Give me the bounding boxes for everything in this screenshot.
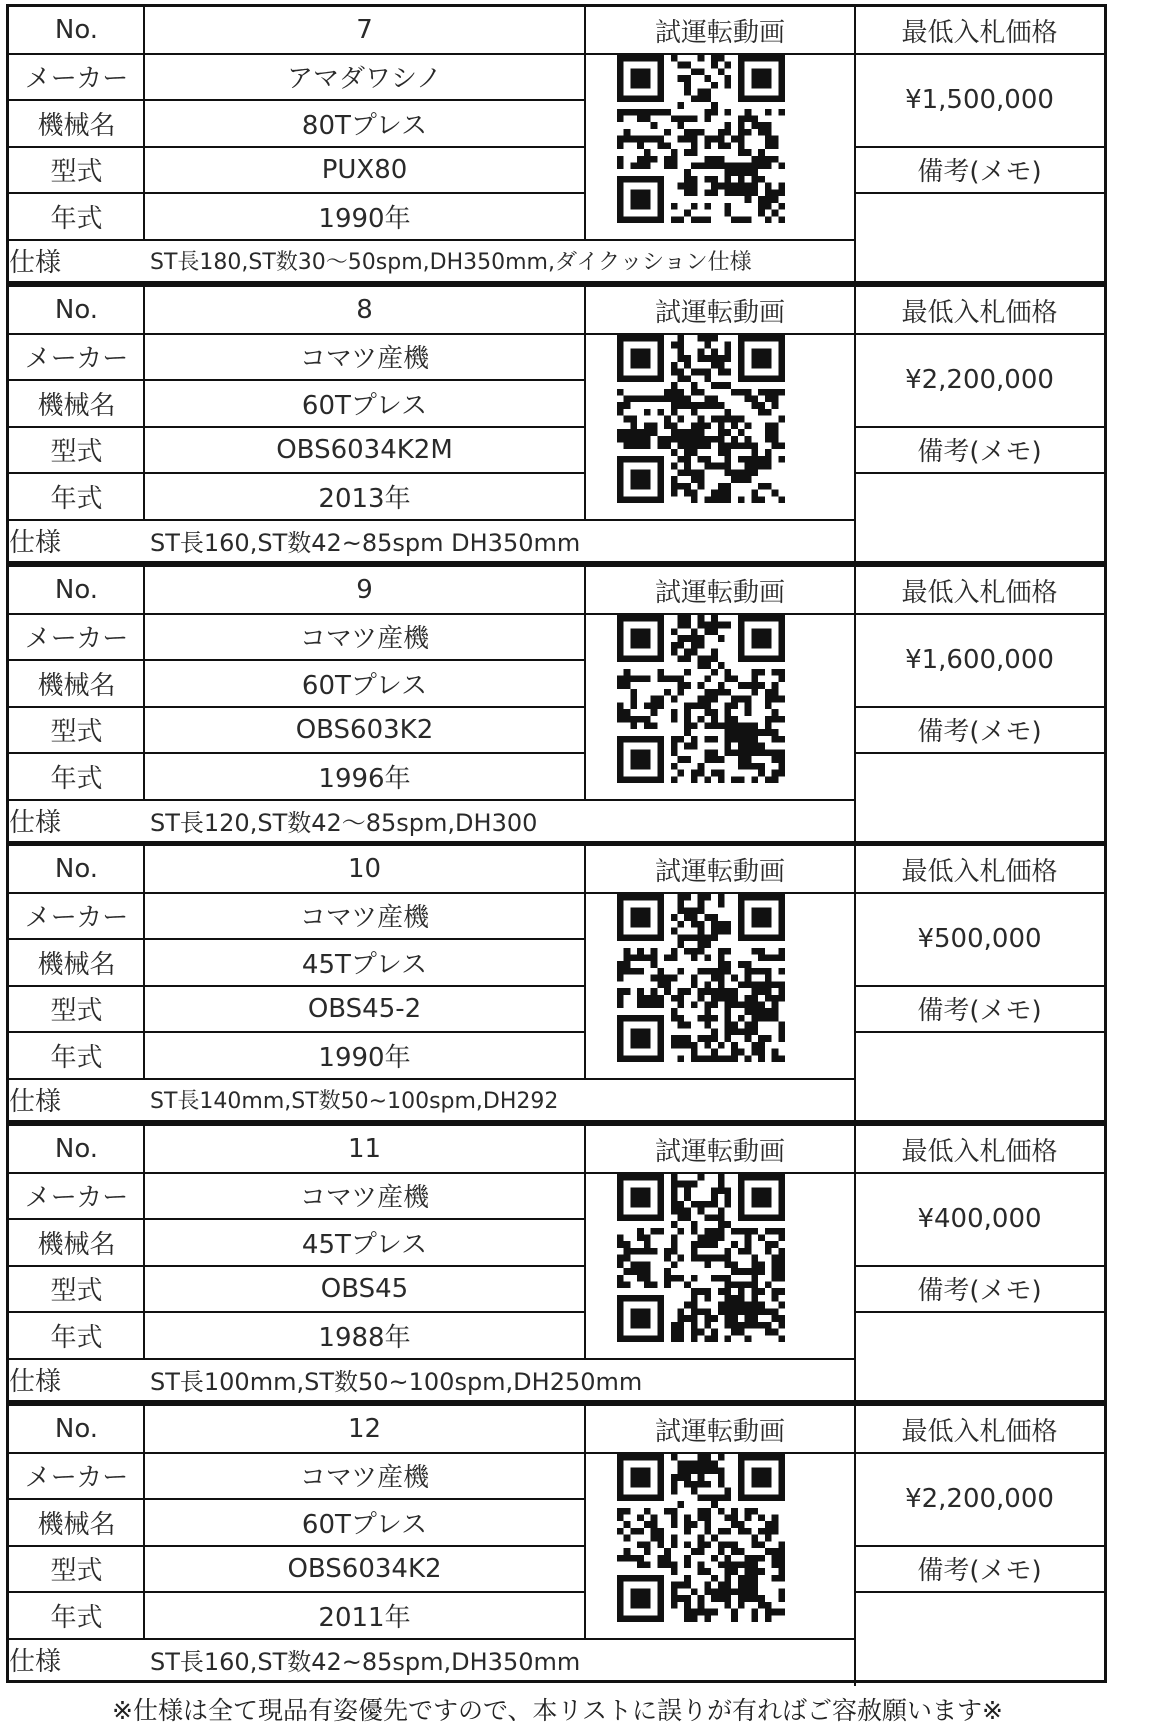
- value-spec: ST長140mm,ST数50~100spm,DH292: [150, 1088, 559, 1114]
- label-no: No.: [54, 1414, 99, 1445]
- min-price-header: 最低入札価格: [901, 856, 1058, 887]
- min-price-header: 最低入札価格: [901, 577, 1058, 608]
- label-spec: 仕様: [9, 1366, 62, 1397]
- min-price-value: ¥1,500,000: [905, 85, 1054, 115]
- item-block: [6, 843, 1107, 1123]
- label-machine: 機械名: [37, 670, 116, 701]
- label-year: 年式: [50, 1042, 103, 1073]
- label-year: 年式: [50, 763, 103, 794]
- label-maker: メーカー: [24, 64, 129, 95]
- label-year: 年式: [50, 203, 103, 234]
- label-year: 年式: [50, 483, 103, 514]
- label-no: No.: [54, 575, 99, 606]
- min-price-value: ¥2,200,000: [905, 1484, 1054, 1514]
- value-machine: 45Tプレス: [301, 1229, 428, 1260]
- value-maker: コマツ産機: [299, 903, 430, 934]
- label-machine: 機械名: [37, 1509, 116, 1540]
- value-model: OBS45-2: [307, 993, 422, 1024]
- min-price-header: 最低入札価格: [901, 1136, 1058, 1167]
- label-model: 型式: [50, 157, 103, 188]
- qr-code-icon[interactable]: [617, 894, 785, 1062]
- value-maker: コマツ産機: [299, 1463, 430, 1494]
- label-maker: メーカー: [24, 624, 129, 655]
- label-machine: 機械名: [37, 949, 116, 980]
- value-year: 1990年: [318, 203, 411, 234]
- memo-label: 備考(メモ): [917, 717, 1042, 748]
- label-machine: 機械名: [37, 390, 116, 421]
- video-header: 試運転動画: [654, 297, 785, 328]
- value-model: OBS6034K2: [287, 1553, 442, 1584]
- label-spec: 仕様: [9, 527, 62, 558]
- value-machine: 60Tプレス: [301, 390, 428, 421]
- video-header: 試運転動画: [654, 577, 785, 608]
- label-no: No.: [54, 854, 99, 885]
- memo-label: 備考(メモ): [917, 157, 1042, 188]
- value-machine: 60Tプレス: [301, 1509, 428, 1540]
- video-header: 試運転動画: [654, 856, 785, 887]
- item-block: [6, 4, 1107, 284]
- label-spec: 仕様: [9, 1086, 62, 1117]
- label-maker: メーカー: [24, 1183, 129, 1214]
- label-spec: 仕様: [9, 1646, 62, 1677]
- value-year: 2011年: [318, 1602, 411, 1633]
- label-model: 型式: [50, 996, 103, 1027]
- footnote: ※仕様は全て現品有姿優先ですので、本リストに誤りが有ればご容赦願います※: [112, 1696, 1003, 1725]
- min-price-value: ¥2,200,000: [905, 365, 1054, 395]
- item-block: [6, 1123, 1107, 1403]
- value-no: 10: [347, 854, 382, 885]
- label-year: 年式: [50, 1322, 103, 1353]
- label-no: No.: [54, 295, 99, 326]
- label-model: 型式: [50, 717, 103, 748]
- qr-code-icon[interactable]: [617, 335, 785, 503]
- label-maker: メーカー: [24, 1463, 129, 1494]
- label-no: No.: [54, 15, 99, 46]
- value-spec: ST長120,ST数42～85spm,DH300: [150, 808, 538, 837]
- value-spec: ST長160,ST数42~85spm DH350mm: [150, 528, 581, 557]
- item-block: [6, 564, 1107, 844]
- value-year: 1988年: [318, 1322, 411, 1353]
- label-machine: 機械名: [37, 1229, 116, 1260]
- value-no: 12: [347, 1414, 382, 1445]
- label-maker: メーカー: [24, 344, 129, 375]
- label-model: 型式: [50, 1556, 103, 1587]
- value-maker: コマツ産機: [299, 624, 430, 655]
- value-no: 7: [356, 15, 373, 46]
- value-year: 1990年: [318, 1042, 411, 1073]
- memo-label: 備考(メモ): [917, 437, 1042, 468]
- value-model: PUX80: [321, 154, 408, 185]
- min-price-value: ¥400,000: [917, 1204, 1042, 1234]
- min-price-header: 最低入札価格: [901, 297, 1058, 328]
- value-no: 9: [356, 575, 373, 606]
- value-maker: コマツ産機: [299, 344, 430, 375]
- value-spec: ST長100mm,ST数50~100spm,DH250mm: [150, 1367, 643, 1396]
- item-block: [6, 1403, 1107, 1683]
- value-model: OBS45: [320, 1273, 409, 1304]
- value-no: 8: [356, 295, 373, 326]
- label-no: No.: [54, 1134, 99, 1165]
- memo-label: 備考(メモ): [917, 996, 1042, 1027]
- value-model: OBS603K2: [295, 714, 434, 745]
- qr-code-icon[interactable]: [617, 615, 785, 783]
- video-header: 試運転動画: [654, 17, 785, 48]
- value-model: OBS6034K2M: [276, 434, 453, 465]
- value-spec: ST長160,ST数42~85spm,DH350mm: [150, 1647, 581, 1676]
- value-no: 11: [347, 1134, 382, 1165]
- label-machine: 機械名: [37, 110, 116, 141]
- label-spec: 仕様: [9, 247, 62, 278]
- value-maker: コマツ産機: [299, 1183, 430, 1214]
- value-maker: アマダワシノ: [287, 64, 442, 95]
- label-model: 型式: [50, 1276, 103, 1307]
- value-machine: 80Tプレス: [301, 110, 428, 141]
- value-machine: 60Tプレス: [301, 670, 428, 701]
- label-maker: メーカー: [24, 903, 129, 934]
- video-header: 試運転動画: [654, 1136, 785, 1167]
- label-model: 型式: [50, 437, 103, 468]
- value-year: 2013年: [318, 483, 411, 514]
- value-machine: 45Tプレス: [301, 949, 428, 980]
- value-spec: ST長180,ST数30～50spm,DH350mm,ダイクッション仕様: [150, 249, 752, 275]
- qr-code-icon[interactable]: [617, 55, 785, 223]
- memo-label: 備考(メモ): [917, 1276, 1042, 1307]
- qr-code-icon[interactable]: [617, 1454, 785, 1622]
- memo-label: 備考(メモ): [917, 1556, 1042, 1587]
- min-price-value: ¥500,000: [917, 924, 1042, 954]
- label-spec: 仕様: [9, 807, 62, 838]
- qr-code-icon[interactable]: [617, 1174, 785, 1342]
- min-price-header: 最低入札価格: [901, 17, 1058, 48]
- min-price-header: 最低入札価格: [901, 1416, 1058, 1447]
- value-year: 1996年: [318, 763, 411, 794]
- video-header: 試運転動画: [654, 1416, 785, 1447]
- label-year: 年式: [50, 1602, 103, 1633]
- min-price-value: ¥1,600,000: [905, 645, 1054, 675]
- item-block: [6, 284, 1107, 564]
